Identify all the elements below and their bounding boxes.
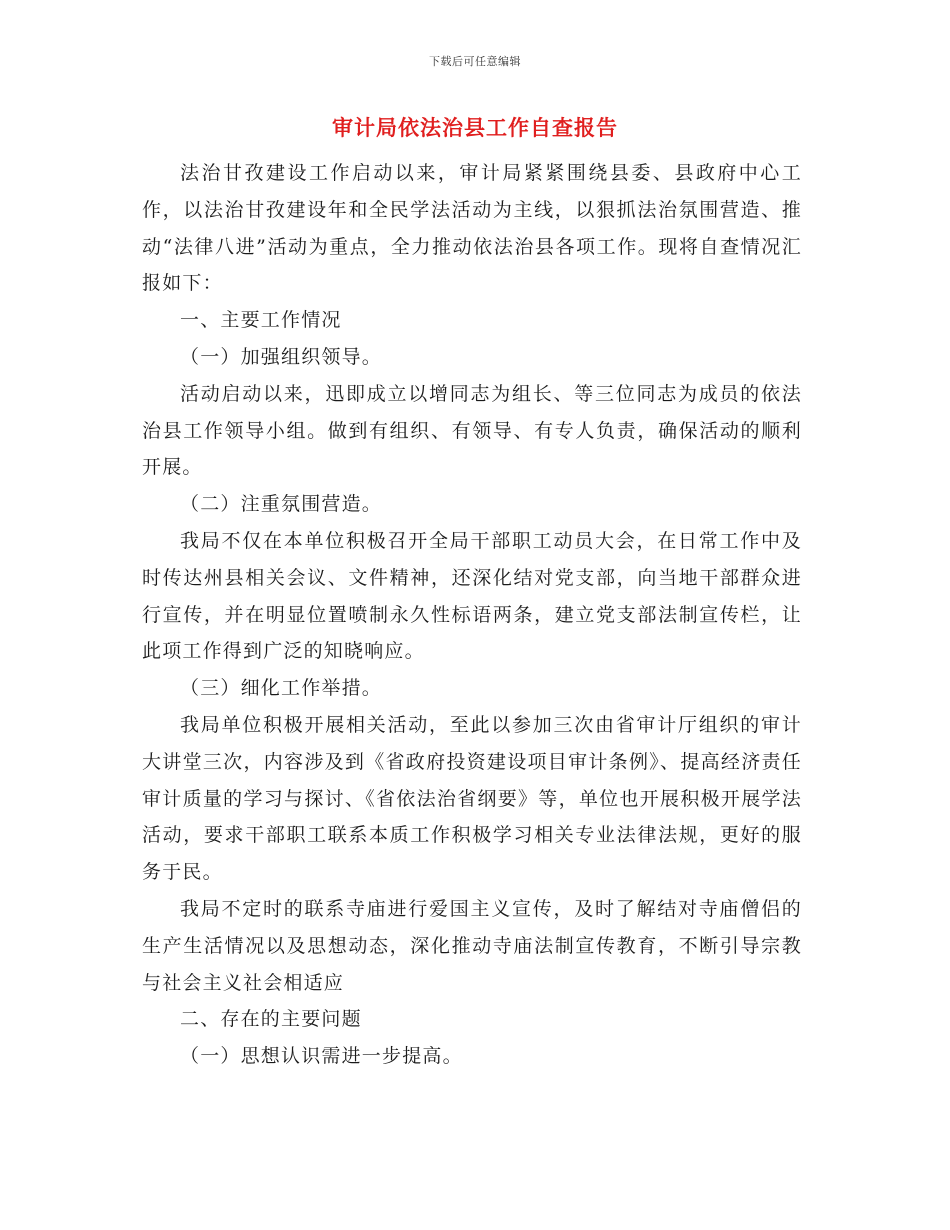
document-title: 审计局依法治县工作自查报告 <box>332 115 618 140</box>
document-body <box>142 155 802 1075</box>
subheading-awareness: （一）思想认识需进一步提高。 <box>180 1045 463 1068</box>
paragraph-atmosphere: 我局不仅在本单位积极召开全局干部职工动员大会，在日常工作中及时传达州县相关会议、文件精神，还深化结对党支部，向当地干部群众进行宣传，并在明显位置喷制永久性标语两条，建立党支部法制宣传栏，让此项工作得到广泛的知晓响应。 <box>142 529 802 663</box>
subheading-atmosphere: （二）注重氛围营造。 <box>180 493 383 516</box>
paragraph-intro: 法治甘孜建设工作启动以来，审计局紧紧围绕县委、县政府中心工作，以法治甘孜建设年和全民学法活动为主线，以狠抓法治氛围营造、推动“法律八进”活动为重点，全力推动依法治县各项工作。现将自查情况汇报如下： <box>142 162 802 295</box>
paragraph-organization: 活动启动以来，迅即成立以增同志为组长、等三位同志为成员的依法治县工作领导小组。做到有组织、有领导、有专人负责，确保活动的顺利开展。 <box>142 382 802 479</box>
paragraph-measures: 我局单位积极开展相关活动，至此以参加三次由省审计厅组织的审计大讲堂三次，内容涉及到《省政府投资建设项目审计条例》、提高经济责任审计质量的学习与探讨、《省依法治省纲要》等，单位也开展积极开展学法活动，要求干部职工联系本质工作积极学习相关专业法律法规，更好的服务于民。 <box>142 713 802 884</box>
header-note: 下载后可任意编辑 <box>429 55 521 68</box>
heading-main-work: 一、主要工作情况 <box>180 309 342 332</box>
heading-problems: 二、存在的主要问题 <box>180 1008 362 1031</box>
subheading-measures: （三）细化工作举措。 <box>180 677 383 700</box>
paragraph-temples: 我局不定时的联系寺庙进行爱国主义宣传，及时了解结对寺庙僧侣的生产生活情况以及思想动态，深化推动寺庙法制宣传教育，不断引导宗教与社会主义社会相适应 <box>142 897 802 994</box>
subheading-organization: （一）加强组织领导。 <box>180 345 383 368</box>
